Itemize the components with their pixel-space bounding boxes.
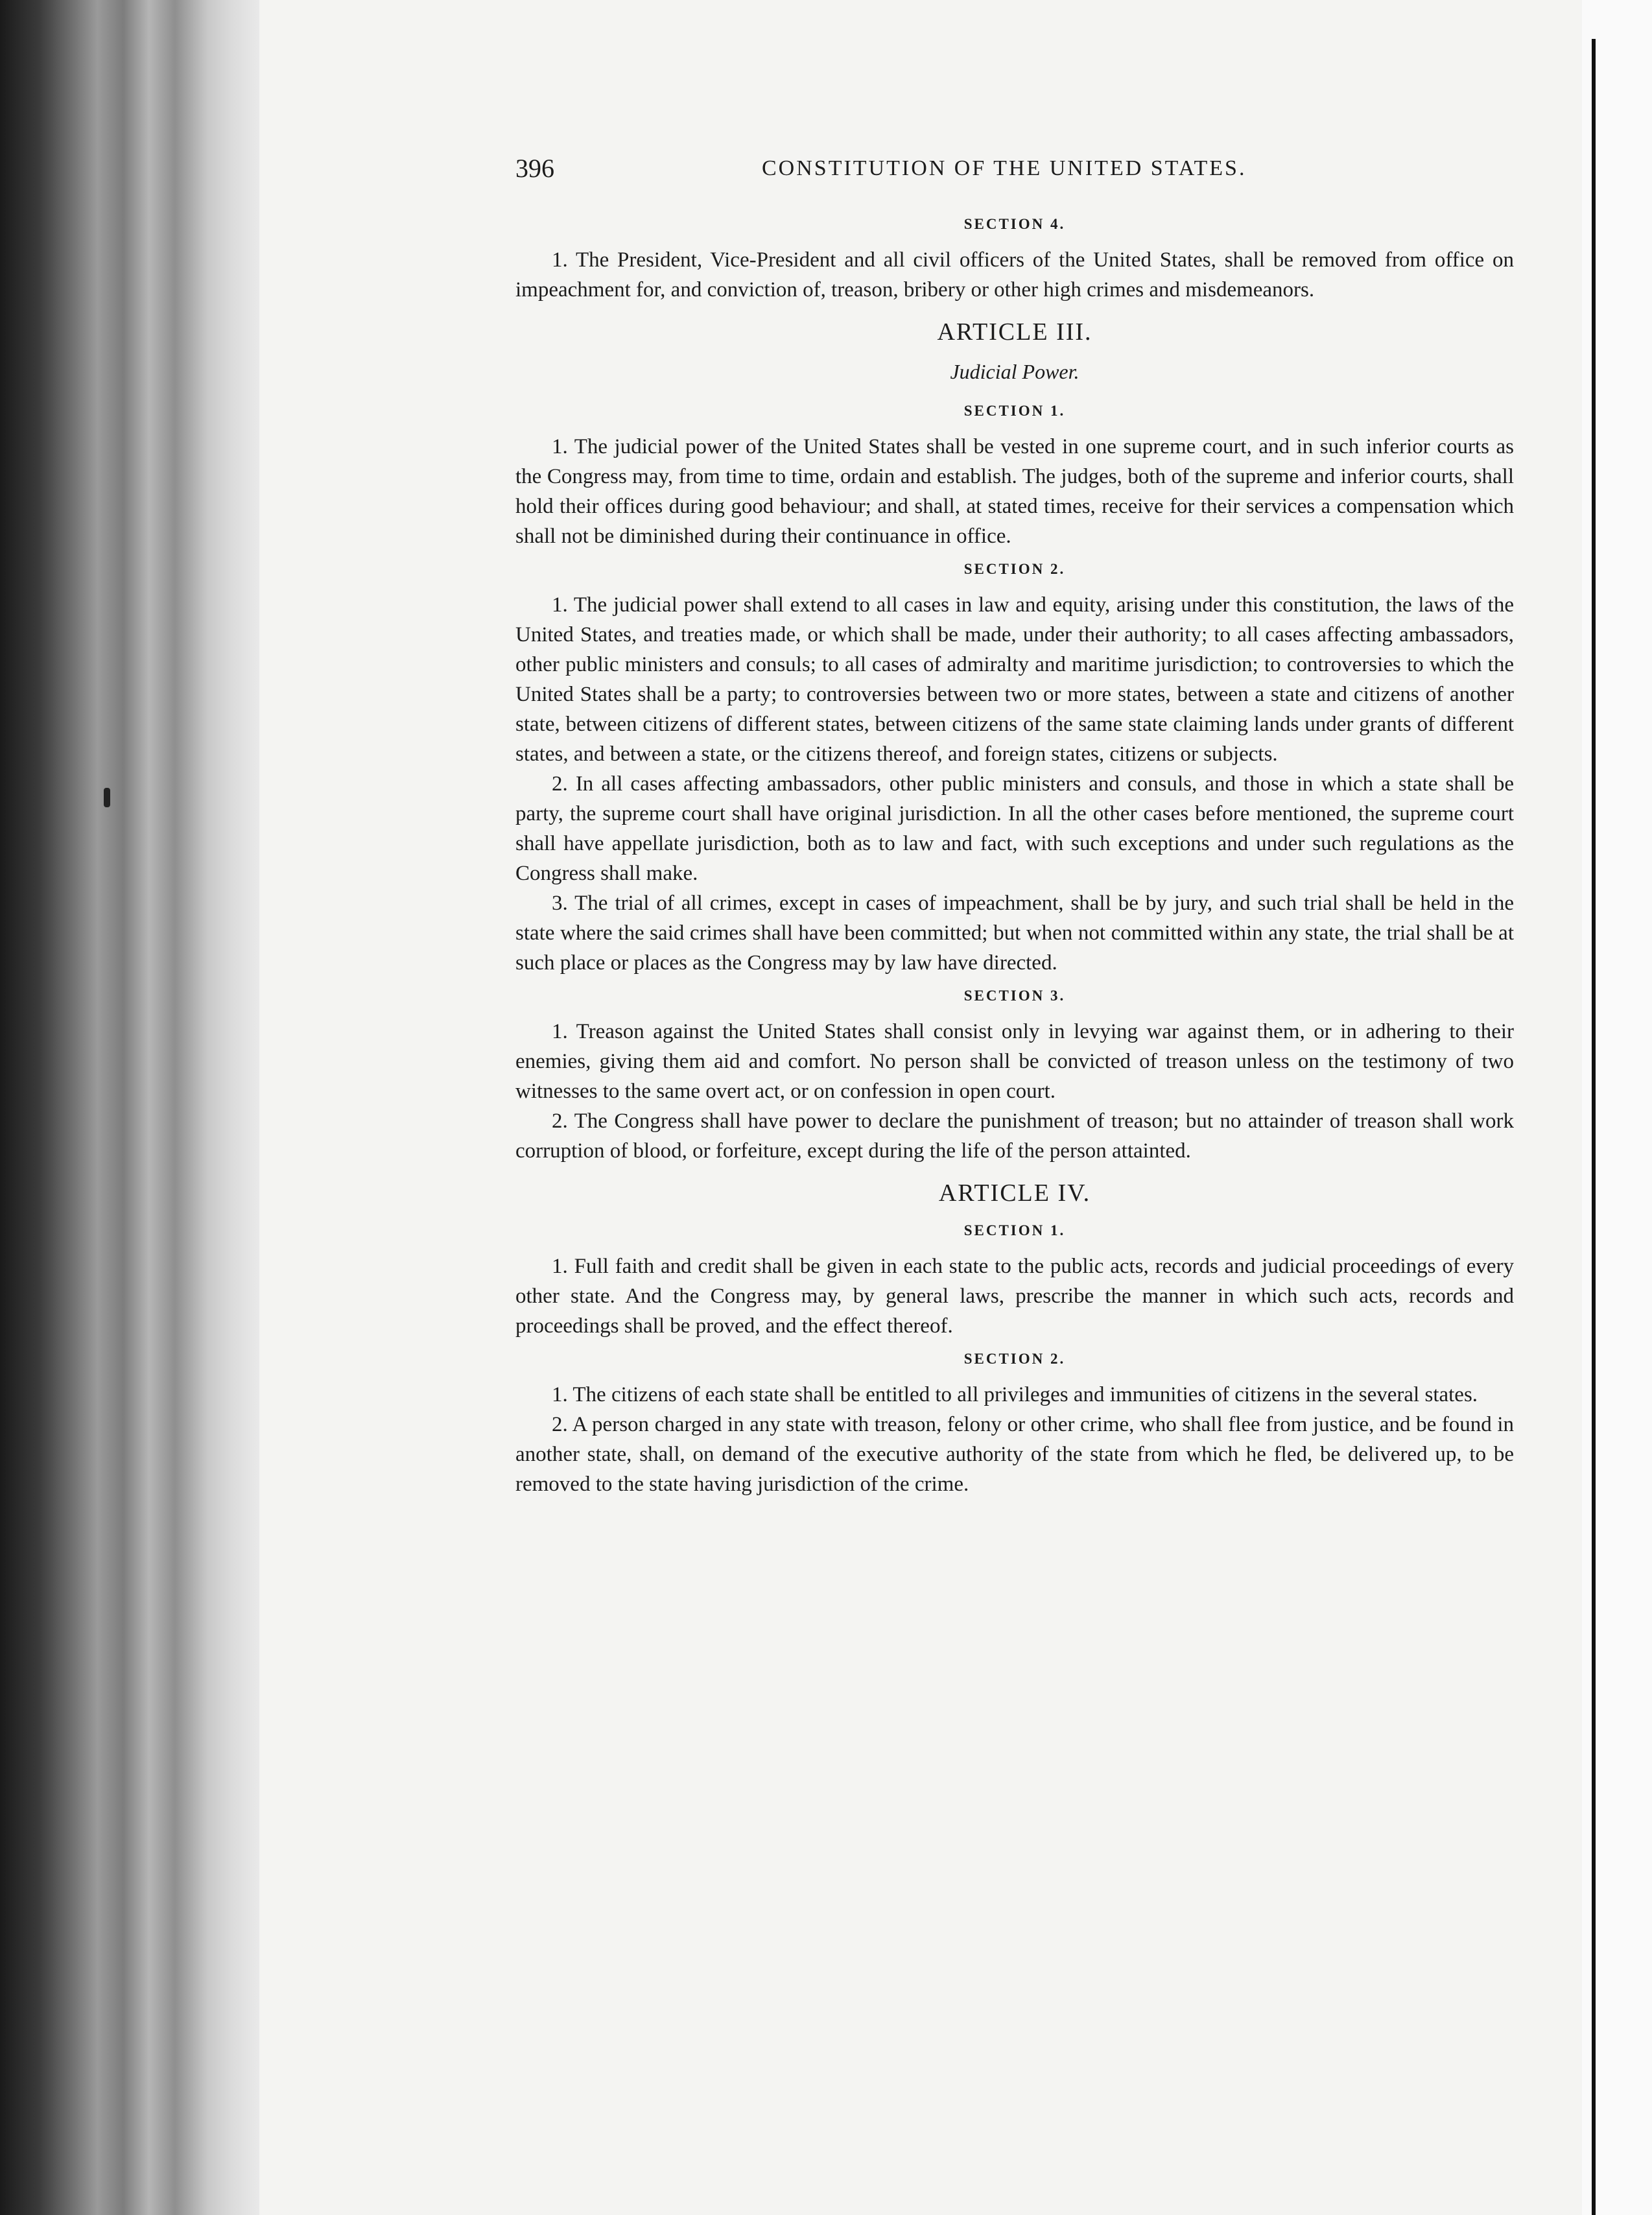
book-binding-edge (0, 0, 259, 2215)
section-heading: SECTION 1. (963, 1222, 1066, 1238)
binding-mark (104, 788, 110, 807)
section-heading: SECTION 4. (963, 216, 1066, 232)
section-heading: SECTION 3. (963, 988, 1066, 1004)
article-heading: ARTICLE III. (937, 318, 1092, 346)
clause-paragraph: 2. A person charged in any state with treason, felony or other crime, who shall flee from justice, and be found in another state, shall, on demand of the executive authority of the state from which he fled, be delivered up, to be removed to the state having jurisdiction of the crime. (515, 1413, 1514, 1496)
clause-paragraph: 2. The Congress shall have power to declare the punishment of treason; but no attainder of treason shall work corruption of blood, or forfeiture, except during the life of the person attainted. (515, 1109, 1514, 1163)
clause-paragraph: 1. The judicial power of the United States shall be vested in one supreme court, and in such inferior courts as the Congress may, from time to time, ordain and establish. The judges, both of the supreme and inferior courts, shall hold their offices during good behaviour; and shall, at stated times, receive for their services a compensation which shall not be diminished during their continuance in office. (515, 435, 1514, 548)
clause-paragraph: 1. The citizens of each state shall be entitled to all privileges and immunities of citizens in the several states. (552, 1383, 1478, 1406)
running-title: CONSTITUTION OF THE UNITED STATES. (762, 156, 1247, 180)
clause-paragraph: 3. The trial of all crimes, except in cases of impeachment, shall be by jury, and such trial shall be held in the state where the said crimes shall have been committed; but when not committed within any state, the trial shall be at such place or places as the Congress may by law have directed. (515, 892, 1514, 975)
article-subtitle: Judicial Power. (950, 360, 1080, 383)
page-header (515, 150, 1514, 187)
clause-paragraph: 1. Full faith and credit shall be given in each state to the public acts, records and judicial proceedings of every other state. And the Congress may, by general laws, prescribe the manner in which such acts, records and proceedings shall be proved, and the effect thereof. (515, 1255, 1514, 1338)
article-heading: ARTICLE IV. (938, 1179, 1091, 1207)
page-edge-shadow (1592, 39, 1596, 2215)
page-content (515, 150, 1514, 1499)
page-number: 396 (515, 154, 554, 183)
section-heading: SECTION 1. (963, 403, 1066, 419)
section-heading: SECTION 2. (963, 561, 1066, 577)
section-heading: SECTION 2. (963, 1351, 1066, 1367)
clause-paragraph: 2. In all cases affecting ambassadors, other public ministers and consuls, and those in which a state shall be party, the supreme court shall have original jurisdiction. In all the other cases before mentioned, the supreme court shall have appellate jurisdiction, both as to law and fact, with such exceptions and under such regulations as the Congress shall make. (515, 772, 1514, 885)
clause-paragraph: 1. The President, Vice-President and all civil officers of the United States, shall be removed from office on impeachment for, and conviction of, treason, bribery or other high crimes and misdemeanors. (515, 248, 1514, 302)
clause-paragraph: 1. Treason against the United States shall consist only in levying war against them, or in adhering to their enemies, giving them aid and comfort. No person shall be convicted of treason unless on the testimony of two witnesses to the same overt act, or on confession in open court. (515, 1020, 1514, 1103)
clause-paragraph: 1. The judicial power shall extend to all cases in law and equity, arising under this constitution, the laws of the United States, and treaties made, or which shall be made, under their authority; to all cases affecting ambassadors, other public ministers and consuls; to all cases of admiralty and maritime jurisdiction; to controversies to which the United States shall be a party; to controversies between two or more states, between a state and citizens of another state, between citizens of different states, between citizens of the same state claiming lands under grants of different states, and between a state, or the citizens thereof, and foreign states, citizens or subjects. (515, 593, 1514, 766)
